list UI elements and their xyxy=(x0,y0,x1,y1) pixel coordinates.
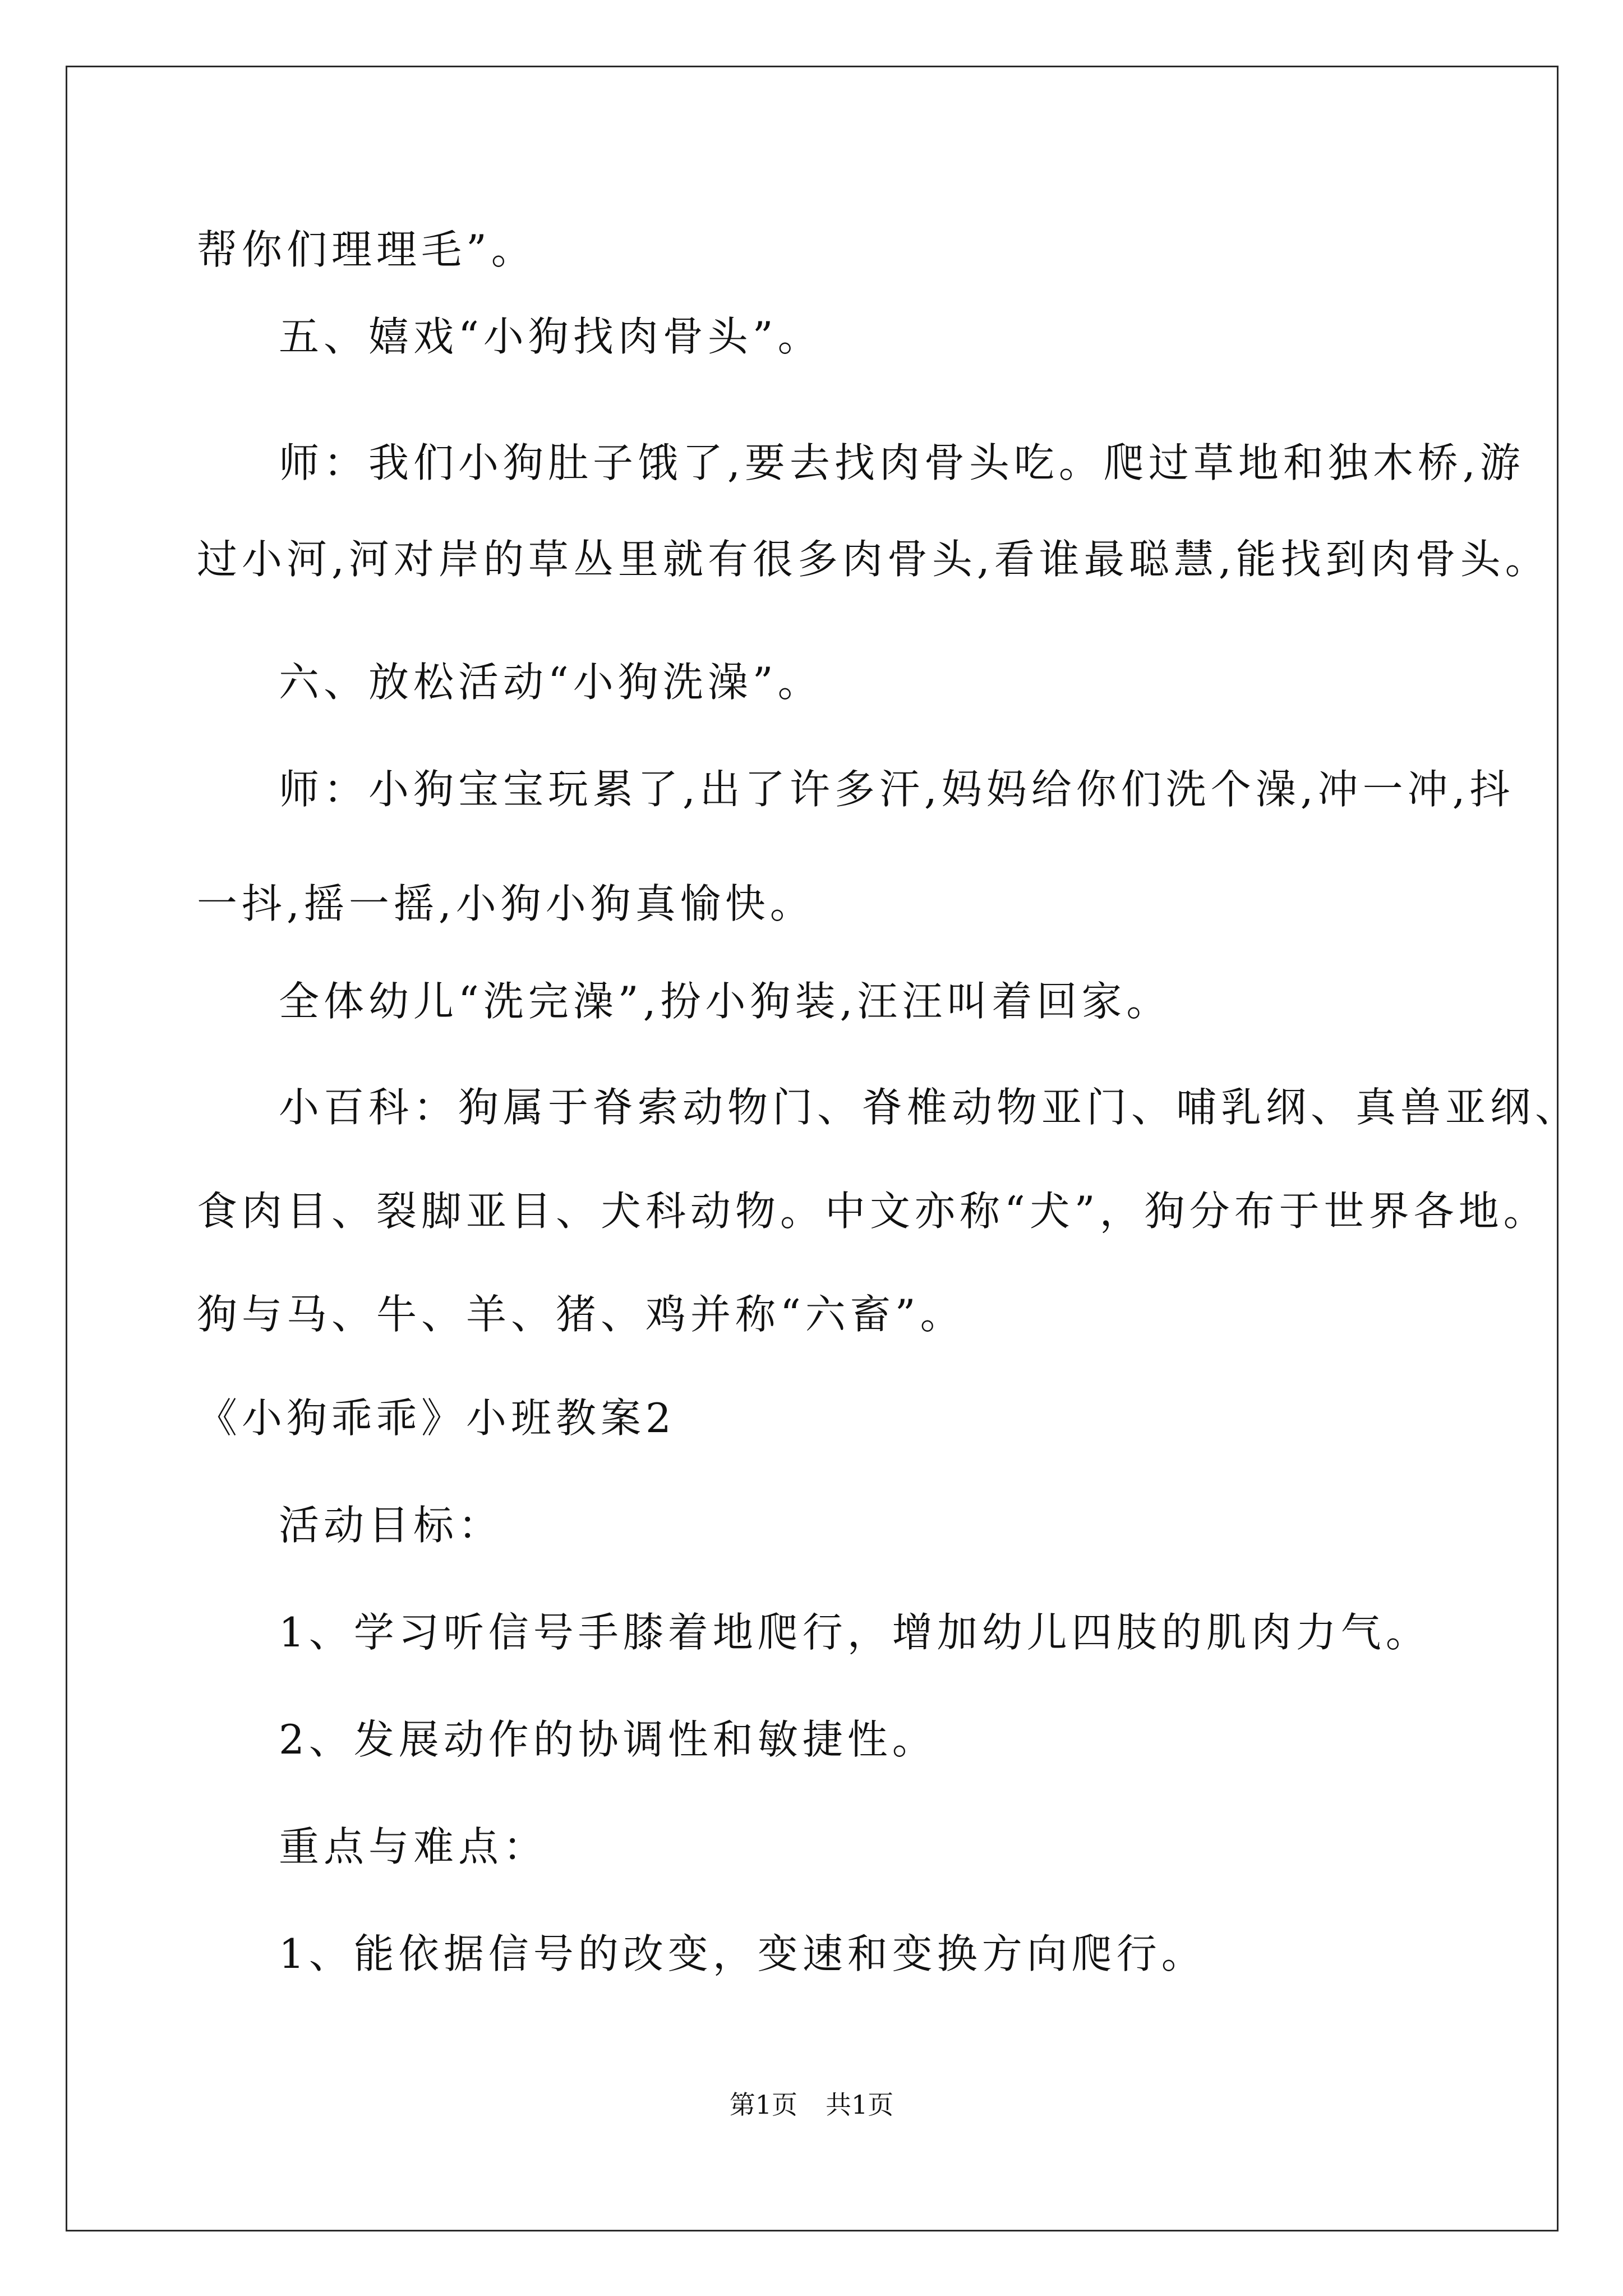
paragraph-line: 一抖,摇一摇,小狗小狗真愉快。 xyxy=(197,880,815,927)
list-item: 2、发展动作的协调性和敏捷性。 xyxy=(279,1716,937,1763)
paragraph-line: 全体幼儿“洗完澡”,扮小狗装,汪汪叫着回家。 xyxy=(279,978,1172,1025)
page-footer xyxy=(0,2088,1623,2122)
paragraph-line: 狗与马、牛、羊、猪、鸡并称“六畜”。 xyxy=(197,1291,965,1338)
section-heading: 六、放松活动“小狗洗澡”。 xyxy=(279,659,823,706)
list-item: 1、能依据信号的改变，变速和变换方向爬行。 xyxy=(279,1930,1206,1977)
lesson-plan-title: 《小狗乖乖》小班教案2 xyxy=(197,1395,676,1442)
paragraph-line: 帮你们理理毛”。 xyxy=(197,226,536,273)
paragraph-line: 过小河,河对岸的草丛里就有很多肉骨头,看谁最聪慧,能找到肉骨头。 xyxy=(197,536,1550,583)
paragraph-line: 师：我们小狗肚子饿了,要去找肉骨头吃。爬过草地和独木桥,游 xyxy=(279,439,1525,486)
paragraph-line: 食肉目、裂脚亚目、犬科动物。中文亦称“犬”，狗分布于世界各地。 xyxy=(197,1188,1548,1235)
page-number-total: 共1页 xyxy=(826,2090,894,2120)
page-border xyxy=(66,66,1559,2231)
page-number-current: 第1页 xyxy=(729,2090,797,2120)
section-heading: 重点与难点： xyxy=(279,1823,548,1870)
section-heading: 五、嬉戏“小狗找肉骨头”。 xyxy=(279,313,823,360)
section-heading: 活动目标： xyxy=(279,1502,504,1549)
paragraph-line: 师：小狗宝宝玩累了,出了许多汗,妈妈给你们洗个澡,冲一冲,抖 xyxy=(279,766,1515,813)
paragraph-line: 小百科：狗属于脊索动物门、脊椎动物亚门、哺乳纲、真兽亚纲、 xyxy=(279,1084,1580,1131)
list-item: 1、学习听信号手膝着地爬行，增加幼儿四肢的肌肉力气。 xyxy=(279,1609,1431,1656)
